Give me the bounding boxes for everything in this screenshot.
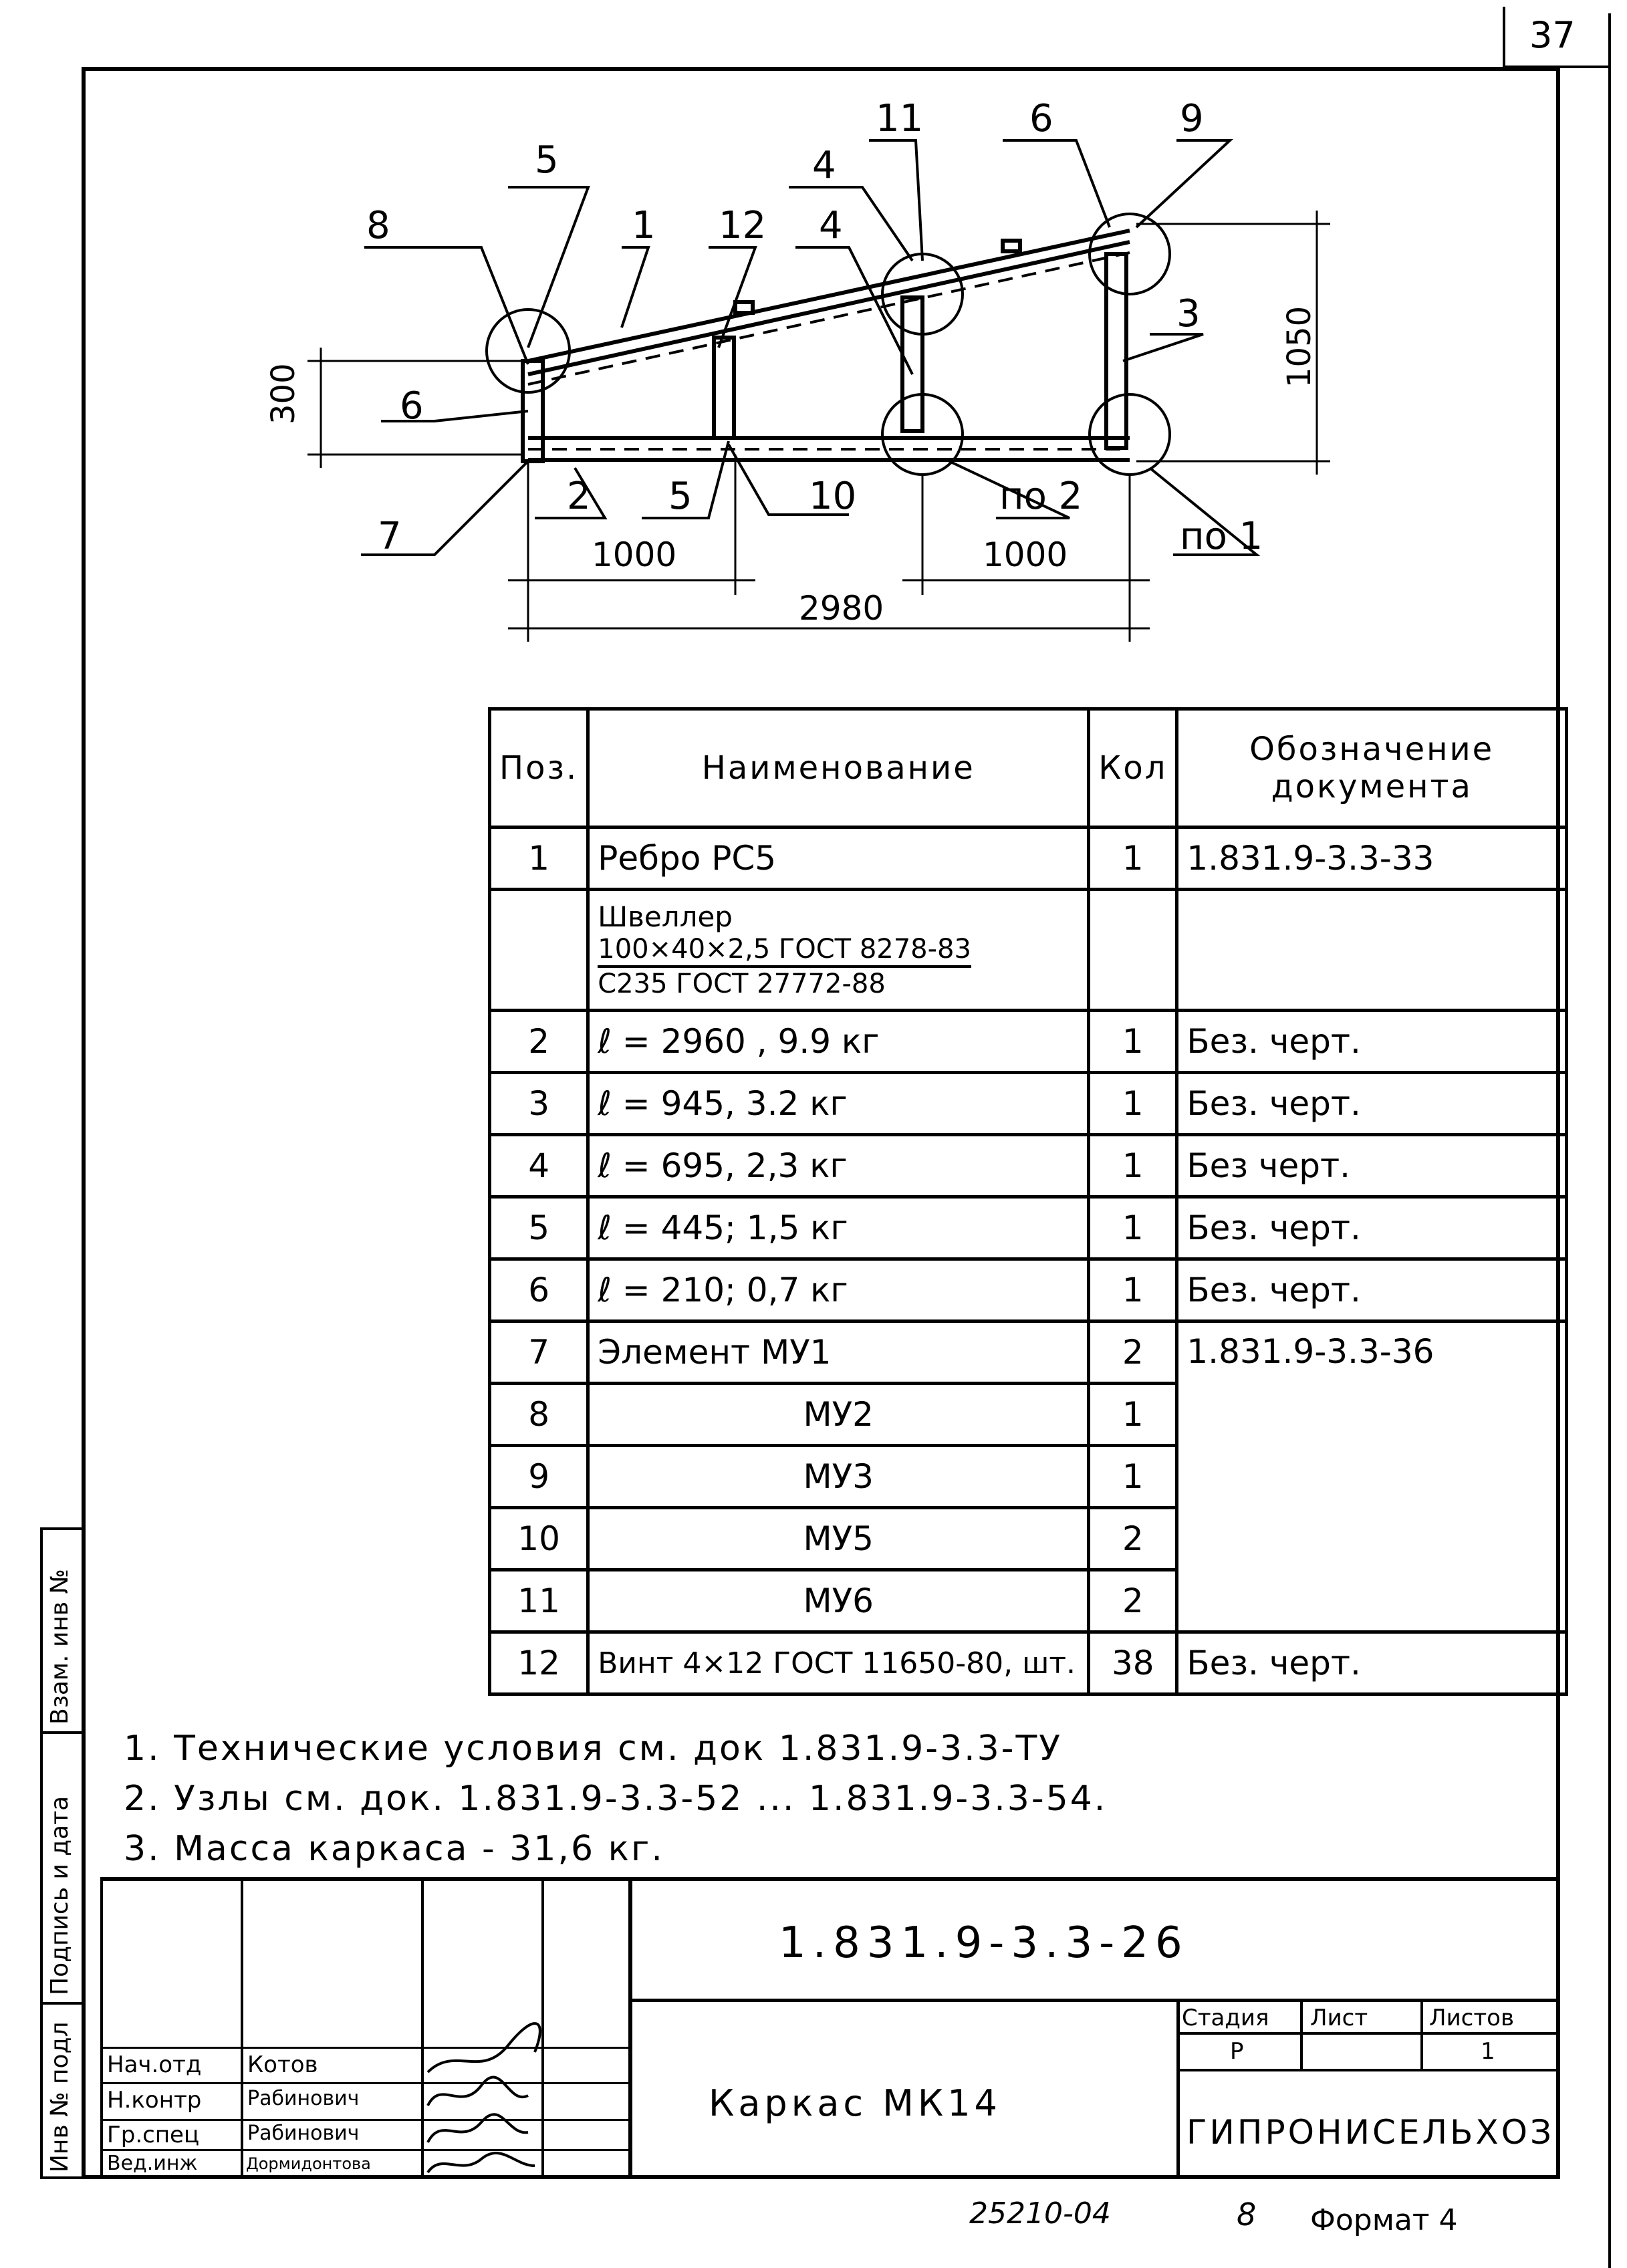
dim-300: 300 [265,363,302,424]
row-qty: 1 [1089,828,1177,890]
row-doc: Без. черт. [1177,1073,1567,1135]
note-3: 3. Масса каркаса - 31,6 кг. [124,1829,664,1869]
row-qty: 1 [1089,1135,1177,1197]
sheet-label: Лист [1310,2005,1368,2031]
callout-10: 10 [809,475,857,518]
drawing-title: Каркас МК14 [709,2082,1001,2124]
row-qty: 2 [1089,1508,1177,1570]
row-qty: 1 [1089,1446,1177,1508]
row-qty: 38 [1089,1632,1177,1694]
role-1: Нач.отд [107,2051,202,2078]
stage-label: Стадия [1182,2005,1269,2031]
footer-format: Формат 4 [1310,2203,1458,2237]
callout-5: 5 [535,138,559,182]
row-name: Элемент МУ1 [588,1321,1089,1384]
row-name: ℓ = 210; 0,7 кг [588,1259,1089,1321]
header-pos: Поз. [490,709,588,828]
row-pos: 3 [490,1073,588,1135]
row-name: Ребро РС5 [588,828,1089,890]
row-name: МУ6 [588,1570,1089,1632]
row-name: ℓ = 445; 1,5 кг [588,1197,1089,1259]
row-doc: Без черт. [1177,1135,1567,1197]
row-qty: 1 [1089,1011,1177,1073]
footer-code: 25210-04 [969,2196,1111,2231]
callout-4a: 4 [812,144,836,187]
org-name: ГИПРОНИСЕЛЬХОЗ [1186,2113,1555,2152]
stage-value: Р [1230,2038,1244,2065]
header-qty: Кол [1089,709,1177,828]
callout-9: 9 [1180,97,1204,140]
row-qty: 1 [1089,1259,1177,1321]
header-doc: Обозначение документа [1177,709,1567,828]
callout-5b: 5 [668,475,693,518]
stamp-podpis: Подпись и дата [46,1795,74,1995]
stamp-vzam: Взам. инв № [46,1569,74,1725]
row-doc: Без. черт. [1177,1197,1567,1259]
callout-7: 7 [378,515,402,558]
row-doc: Без. черт. [1177,1259,1567,1321]
channel-prefix: Швеллер [598,900,733,933]
row-name: ℓ = 2960 , 9.9 кг [588,1011,1089,1073]
row-pos: 12 [490,1632,588,1694]
callout-6a: 6 [1029,97,1053,140]
callout-3: 3 [1176,292,1201,336]
note-2: 2. Узлы см. док. 1.831.9-3.3-52 ... 1.831.9-3.3-54. [124,1779,1108,1819]
doc-code: 1.831.9-3.3-26 [779,1918,1189,1968]
callout-6b: 6 [400,384,424,428]
callout-po1: по 1 [1180,515,1263,558]
row-doc: 1.831.9-3.3-36 [1177,1321,1567,1632]
row-qty: 1 [1089,1384,1177,1446]
role-3: Гр.спец [107,2122,200,2148]
row-qty: 1 [1089,1197,1177,1259]
row-pos: 2 [490,1011,588,1073]
row-doc: Без. черт. [1177,1632,1567,1694]
callout-2: 2 [567,475,591,518]
role-4: Вед.инж [107,2152,198,2175]
callout-11: 11 [876,97,924,140]
row-name: МУ3 [588,1446,1089,1508]
page-number: 37 [1529,14,1576,56]
row-name: МУ2 [588,1384,1089,1446]
row-pos: 9 [490,1446,588,1508]
row-pos: 6 [490,1259,588,1321]
row-name: МУ5 [588,1508,1089,1570]
row-pos: 8 [490,1384,588,1446]
row-doc: Без. черт. [1177,1011,1567,1073]
name-3: Рабинович [247,2122,360,2145]
row-name: ℓ = 945, 3.2 кг [588,1073,1089,1135]
row-pos: 11 [490,1570,588,1632]
dim-1000a: 1000 [592,535,677,574]
row-qty: 1 [1089,1073,1177,1135]
callout-po2: по 2 [999,475,1083,518]
row-qty: 2 [1089,1570,1177,1632]
name-2: Рабинович [247,2087,360,2110]
row-pos: 5 [490,1197,588,1259]
dim-2980: 2980 [799,589,884,628]
name-1: Котов [247,2051,318,2078]
row-pos: 1 [490,828,588,890]
dim-1000b: 1000 [983,535,1068,574]
header-name: Наименование [588,709,1089,828]
callout-4b: 4 [819,204,843,247]
name-4: Дормидонтова [246,2154,371,2173]
sheets-label: Листов [1429,2005,1515,2031]
channel-spec-den: С235 ГОСТ 27772-88 [598,968,886,999]
row-name: ℓ = 695, 2,3 кг [588,1135,1089,1197]
row-pos: 7 [490,1321,588,1384]
channel-spec-num: 100×40×2,5 ГОСТ 8278-83 [598,933,971,968]
sheet-value: 1 [1481,2038,1495,2065]
note-1: 1. Технические условия см. док 1.831.9-3.3-ТУ [124,1729,1062,1769]
row-name: Винт 4×12 ГОСТ 11650-80, шт. [588,1632,1089,1694]
stamp-inv: Инв № подл [46,2021,74,2172]
callout-1: 1 [632,204,656,247]
footer-num: 8 [1237,2196,1257,2233]
callout-8: 8 [366,204,390,247]
row-pos: 10 [490,1508,588,1570]
row-pos: 4 [490,1135,588,1197]
callout-12: 12 [719,204,767,247]
row-doc: 1.831.9-3.3-33 [1177,828,1567,890]
role-2: Н.контр [107,2087,202,2114]
dim-1050: 1050 [1281,305,1318,388]
row-qty: 2 [1089,1321,1177,1384]
